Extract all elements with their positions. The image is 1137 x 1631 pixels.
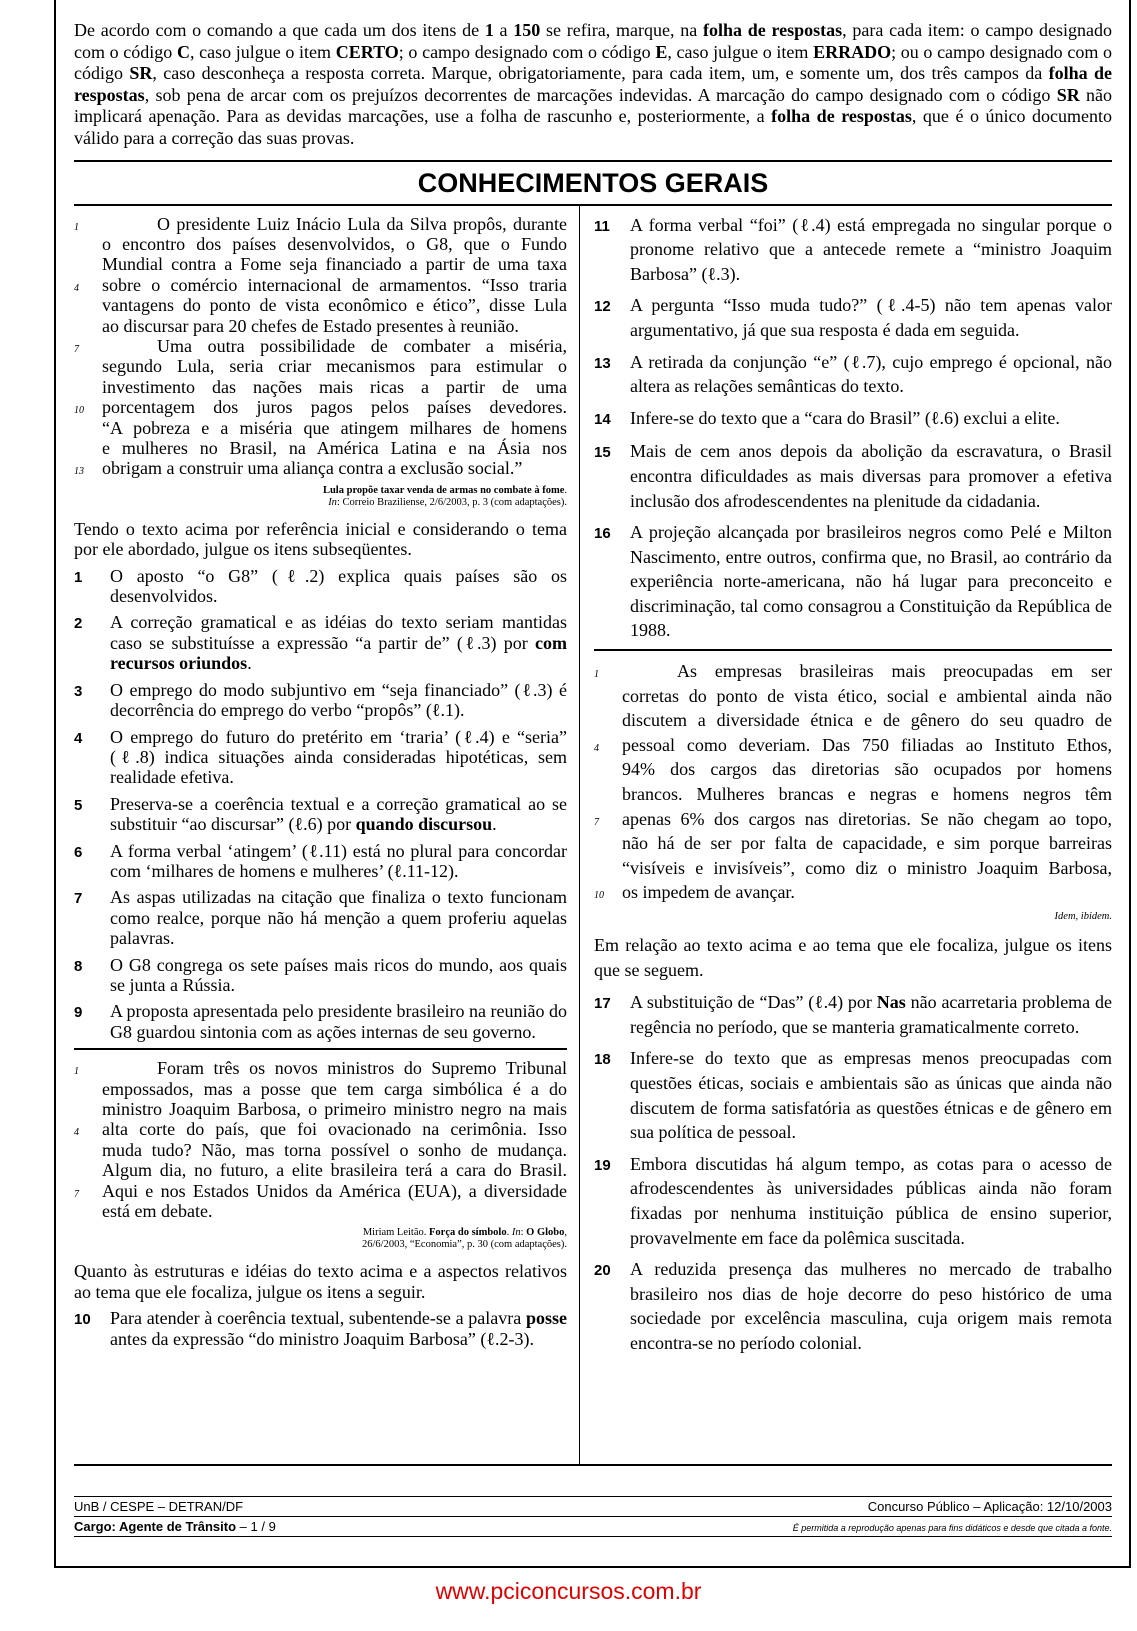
question-item <box>594 1257 1112 1355</box>
text-segment: Preserva-se a coerência textual e a correção gramatical ao se substituir “ao discursar” (ℓ.6) por <box>110 793 567 835</box>
line-number: 10 <box>594 890 604 902</box>
line-text: porcentagem dos juros pagos pelos países devedores. <box>102 397 567 418</box>
text-segment: , caso julgue o item <box>667 41 814 62</box>
bold-text: SR <box>1056 84 1080 105</box>
footer-notice: É permitida a reprodução apenas para fins didáticos e desde que citada a fonte. <box>792 1522 1112 1533</box>
item-number: 8 <box>74 957 83 975</box>
item-number: 1 <box>74 568 83 586</box>
line-number: 4 <box>74 1127 79 1139</box>
website-link[interactable]: www.pciconcursos.com.br <box>435 1578 702 1604</box>
passage-line <box>102 356 567 376</box>
bold-text: folha de respostas <box>74 63 1113 105</box>
bold-text: folha de respostas <box>771 106 912 127</box>
item-text <box>630 990 1112 1039</box>
passage-line <box>102 316 567 336</box>
text-segment: A retirada da conjunção “e” (ℓ.7), cujo emprego é opcional, não altera as relações semânticas do texto. <box>630 351 1112 397</box>
citation-source: Correio Braziliense, 2/6/2003, p. 3 (com adaptações). <box>342 496 567 508</box>
passage-2 <box>74 1058 567 1221</box>
passage-line <box>74 274 567 295</box>
items-1-9 <box>74 566 567 1043</box>
item-number: 7 <box>74 890 83 908</box>
divider <box>594 649 1112 651</box>
item-number: 19 <box>594 1156 611 1174</box>
line-text: ministro Joaquim Barbosa, o primeiro ministro negro na mais <box>102 1099 567 1119</box>
citation-author: Miriam Leitão. <box>362 1227 427 1239</box>
line-text: “A pobreza e a miséria que atingem milhares de homens <box>102 417 567 438</box>
passage-line <box>74 1058 567 1079</box>
passage-line <box>102 234 567 254</box>
item-text <box>110 955 567 996</box>
text-segment: não implicará apenação. Para as devidas marcações, use a folha de rascunho e, posteriormente, a <box>74 84 1112 127</box>
question-item <box>594 293 1112 342</box>
line-number: 13 <box>74 466 84 478</box>
question-item <box>594 520 1112 643</box>
passage-line <box>102 377 567 397</box>
line-text: O presidente Luiz Inácio Lula da Silva propôs, durante <box>157 213 567 234</box>
question-item <box>74 1001 567 1042</box>
text-segment: Infere-se do texto que as empresas menos preocupadas com questões éticas, sociais e ambientais são as únicas que ainda não discutem de forma satisfatória as questões étnicas e de gênero em sua política de pessoal. <box>630 1048 1112 1143</box>
line-text: Uma outra possibilidade de combater a miséria, <box>157 336 567 356</box>
passage-line <box>102 254 567 274</box>
item-number: 13 <box>594 354 611 372</box>
text-segment: . <box>247 653 252 674</box>
passage-3 <box>594 659 1112 905</box>
item-text <box>110 1001 567 1042</box>
item-text <box>630 293 1112 342</box>
text-segment: As aspas utilizadas na citação que finaliza o texto funcionam como realce, porque não há menção a quem proferiu aquelas palavras. <box>110 887 567 949</box>
bold-text: E <box>655 41 668 62</box>
line-text: Mundial contra a Fome seja financiado a partir de uma taxa <box>102 254 567 275</box>
item-number: 3 <box>74 682 83 700</box>
item-number: 16 <box>594 525 611 543</box>
line-text: “visíveis e invisíveis”, como diz o ministro Joaquim Barbosa, <box>622 857 1112 878</box>
question-item <box>74 566 567 607</box>
bold-text: quando discursou <box>355 814 493 835</box>
item-text <box>630 1152 1112 1250</box>
text-segment: não acarretaria problema de regência no período, que se manteria gramaticalmente correto. <box>630 992 1112 1037</box>
text-segment: O G8 congrega os sete países mais ricos do mundo, aos quais se junta a Rússia. <box>110 954 567 995</box>
text-segment: A proposta apresentada pelo presidente brasileiro na reunião do G8 guardou sintonia com as ações internas de seu governo. <box>110 1001 567 1042</box>
line-text: segundo Lula, seria criar mecanismos para estimular o <box>102 356 567 377</box>
text-segment: A substituição de “Das” (ℓ.4) por <box>630 992 877 1013</box>
text-segment: Embora discutidas há algum tempo, as cotas para o acesso de afrodescendentes às universidades públicas ainda não foram fixadas por nenhuma instituição pública de ensino superior, provavelmente em face da polêmica suscitada. <box>630 1153 1112 1248</box>
text-segment: a <box>493 20 514 40</box>
passage-line <box>74 336 567 356</box>
lead-text-2: Quanto às estruturas e idéias do texto acima e a aspectos relativos ao tema que ele focaliza, julgue os itens a seguir. <box>74 1261 567 1302</box>
text-segment: . <box>492 814 497 835</box>
exam-page <box>74 20 1112 1537</box>
question-item <box>74 1308 567 1349</box>
question-item <box>594 990 1112 1039</box>
item-text <box>110 887 567 948</box>
citation-2: Miriam Leitão. Força do símbolo. In: O Globo, 26/6/2003, “Economia”, p. 30 (com adaptações). <box>362 1227 567 1251</box>
passage-line <box>102 418 567 438</box>
line-text: discutem a diversidade étnica e de gênero do seu quadro de <box>622 710 1112 731</box>
line-text: muda tudo? Não, mas torna possível o sonho de mudança. <box>102 1139 567 1160</box>
item-text <box>630 213 1112 287</box>
text-segment: , caso julgue o item <box>189 41 336 62</box>
passage-line <box>102 1079 567 1099</box>
line-text: apenas 6% dos cargos nas diretorias. Se não chegam ao topo, <box>622 808 1112 829</box>
question-item <box>74 955 567 996</box>
line-number: 10 <box>74 405 84 417</box>
line-text: As empresas brasileiras mais preocupadas em ser <box>677 661 1112 682</box>
footer <box>74 1496 1112 1537</box>
item-text <box>630 1257 1112 1355</box>
line-number: 7 <box>74 344 79 355</box>
item-text <box>110 566 567 607</box>
text-segment: Mais de cem anos depois da abolição da escravatura, o Brasil encontra dificuldades as mais diversas para promover a efetiva inclusão dos afrodescendentes na plenitude da cidadania. <box>630 441 1112 511</box>
line-text: está em debate. <box>102 1201 213 1222</box>
line-text: Aqui e nos Estados Unidos da América (EUA), a diversidade <box>102 1180 567 1201</box>
line-text: ao discursar para 20 chefes de Estado presentes à reunião. <box>102 315 519 336</box>
footer-org: UnB / CESPE – DETRAN/DF <box>74 1498 244 1514</box>
item-number: 15 <box>594 444 611 462</box>
item-number: 17 <box>594 995 611 1013</box>
question-item <box>594 439 1112 513</box>
question-item <box>74 794 567 835</box>
divider <box>74 1048 567 1050</box>
item-number: 9 <box>74 1004 83 1022</box>
item-text <box>110 680 567 721</box>
item-text <box>630 520 1112 643</box>
text-segment: A correção gramatical e as idéias do texto seriam mantidas caso se substituísse a expressão “a partir de” (ℓ.3) por <box>110 612 567 653</box>
item-text <box>110 1308 567 1349</box>
passage-line <box>102 1140 567 1160</box>
item-number: 6 <box>74 843 83 861</box>
passage-line <box>102 1160 567 1180</box>
item-text <box>630 350 1112 399</box>
passage-line <box>622 856 1112 881</box>
bold-text: Nas <box>876 992 906 1013</box>
citation-1: Lula propõe taxar venda de armas no combate à fome. In: Correio Braziliense, 2/6/2003, p. 3 (com adaptações). <box>322 484 567 508</box>
instructions <box>74 20 1112 150</box>
item-text <box>110 841 567 882</box>
item-text <box>110 727 567 788</box>
passage-line <box>102 1201 567 1221</box>
question-item <box>74 680 567 721</box>
item-number: 4 <box>74 729 83 747</box>
line-text: os impedem de avançar. <box>622 882 795 903</box>
line-text: sobre o comércio internacional de armamentos. “Isso traria <box>102 274 567 295</box>
citation-in: In <box>328 496 337 508</box>
citation-title: Força do símbolo <box>429 1227 507 1239</box>
passage-line <box>74 1119 567 1140</box>
text-segment: Para atender à coerência textual, subentende-se a palavra <box>110 1308 526 1329</box>
item-number: 12 <box>594 298 611 316</box>
question-item <box>594 350 1112 399</box>
item-text <box>630 439 1112 513</box>
passage-line <box>594 880 1112 905</box>
text-segment: A reduzida presença das mulheres no mercado de trabalho brasileiro nos dias de hoje decorre do peso histórico de uma sociedade por excelência masculina, cuja origem mais remota encontra-se no período colonial. <box>630 1259 1112 1353</box>
passage-line <box>74 458 567 479</box>
bold-text: 1 <box>484 20 494 40</box>
item-number: 20 <box>594 1262 611 1280</box>
text-segment: antes da expressão “do ministro Joaquim Barbosa” (ℓ.2-3). <box>110 1328 535 1349</box>
passage-line <box>622 684 1112 709</box>
line-text: empossados, mas a posse que tem carga simbólica é a do <box>102 1078 567 1099</box>
text-segment: A forma verbal “foi” (ℓ.4) está empregada no singular porque o pronome relativo que a antecede remete a “ministro Joaquim Barbosa” (ℓ.3). <box>630 214 1112 284</box>
citation-3: Idem, ibidem. <box>1054 911 1112 922</box>
item-text <box>110 794 567 835</box>
bold-text: SR <box>129 63 153 84</box>
passage-line <box>594 733 1112 758</box>
line-text: e mulheres no Brasil, na América Latina e na Ásia nos <box>102 438 567 459</box>
text-segment: , sob pena de arcar com os prejuízos decorrentes de marcações indevidas. A marcação do campo designado com o código <box>144 84 1057 105</box>
right-column <box>580 206 1112 1464</box>
text-segment: ; ou o campo designado com o código <box>74 41 1112 84</box>
item-text <box>630 406 1060 433</box>
question-item <box>594 1046 1112 1144</box>
item-number: 11 <box>594 217 610 235</box>
footer-cargo: Cargo: Agente de Trânsito <box>74 1518 237 1534</box>
question-item <box>74 612 567 673</box>
line-number: 1 <box>74 221 79 233</box>
item-number: 2 <box>74 615 83 633</box>
line-text: Foram três os novos ministros do Supremo Tribunal <box>157 1058 567 1079</box>
text-segment: A forma verbal ‘atingem’ (ℓ.11) está no plural para concordar com ‘milhares de homens e mulheres’ (ℓ.11-12). <box>110 840 567 881</box>
passage-line <box>74 213 567 234</box>
text-segment: O emprego do futuro do pretérito em ‘traria’ (ℓ.4) e “seria” (ℓ.8) indica situações ainda consideradas hipotéticas, sem realidade efetiva. <box>110 726 567 788</box>
passage-line <box>622 757 1112 782</box>
items-17-20 <box>594 990 1112 1355</box>
text-segment: se refira, marque, na <box>540 20 703 40</box>
text-segment: , caso desconheça a resposta correta. Marque, obrigatoriamente, para cada item, um, e somente um, dos três campos da <box>152 63 1049 84</box>
page-number: – 1 / 9 <box>236 1518 276 1534</box>
text-segment: , que é o único documento válido para a correção das suas provas. <box>74 106 1112 148</box>
line-text: corretas do ponto de vista ético, social e ambiental ainda não <box>622 685 1112 706</box>
passage-line <box>622 831 1112 856</box>
citation-in: In <box>511 1227 521 1239</box>
bold-text: ERRADO <box>813 41 892 62</box>
lead-text-3: Em relação ao texto acima e ao tema que ele focaliza, julgue os itens que se seguem. <box>594 935 1112 980</box>
citation-rest: 26/6/2003, “Economia”, p. 30 (com adaptações). <box>362 1239 567 1251</box>
bold-text: com recursos oriundos <box>110 632 567 674</box>
passage-line <box>594 807 1112 832</box>
question-item <box>594 213 1112 287</box>
bold-text: CERTO <box>335 41 399 62</box>
bold-text: folha de respostas <box>702 20 843 40</box>
line-number: 4 <box>74 282 79 294</box>
bold-text: 150 <box>513 20 541 40</box>
passage-1 <box>74 214 567 479</box>
line-text: vantagens do ponto de vista econômico e ético”, disse Lula <box>102 295 567 316</box>
section-title: CONHECIMENTOS GERAIS <box>417 167 769 198</box>
divider <box>74 1536 1112 1537</box>
passage-line <box>622 782 1112 807</box>
bold-text: posse <box>525 1308 567 1329</box>
question-item <box>594 406 1112 433</box>
items-11-16 <box>594 213 1112 644</box>
line-text: o encontro dos países desenvolvidos, o G8, que o Fundo <box>102 233 567 254</box>
item-10 <box>74 1308 567 1349</box>
passage-line <box>102 438 567 458</box>
passage-line <box>102 1099 567 1119</box>
item-number: 5 <box>74 796 83 814</box>
lead-text-1: Tendo o texto acima por referência inicial e considerando o tema por ele abordado, julgue os itens subseqüentes. <box>74 518 567 560</box>
item-number: 18 <box>594 1051 611 1069</box>
line-number: 7 <box>74 1188 79 1200</box>
item-number: 14 <box>594 410 611 428</box>
text-segment: A pergunta “Isso muda tudo?” (ℓ.4-5) não tem apenas valor argumentativo, já que sua resposta é dada em seguida. <box>630 295 1112 340</box>
passage-line <box>102 295 567 315</box>
text-segment: Infere-se do texto que a “cara do Brasil” (ℓ.6) exclui a elite. <box>630 407 1060 428</box>
question-item <box>74 887 567 948</box>
columns <box>74 206 1112 1466</box>
left-column <box>74 206 580 1464</box>
passage-line <box>74 1180 567 1201</box>
text-segment: O emprego do modo subjuntivo em “seja financiado” (ℓ.3) é decorrência do emprego do verbo “propôs” (ℓ.1). <box>110 679 567 721</box>
text-segment: , para cada item: o campo designado com o código <box>74 20 1112 62</box>
item-text <box>630 1046 1112 1144</box>
line-text: não há de ser por falta de capacidade, e sim porque barreiras <box>622 833 1112 854</box>
citation-source: O Globo <box>526 1227 565 1239</box>
line-number: 1 <box>594 669 599 681</box>
item-text <box>110 612 567 673</box>
line-text: obrigam a construir uma aliança contra a exclusão social.” <box>102 458 523 479</box>
line-text: investimento das nações mais ricas a partir de uma <box>102 376 567 397</box>
line-number: 1 <box>74 1066 79 1078</box>
text-segment: ; o campo designado com o código <box>398 41 656 62</box>
question-item <box>594 1152 1112 1250</box>
line-text: Algum dia, no futuro, a elite brasileira terá a cara do Brasil. <box>102 1160 567 1181</box>
passage-line <box>622 708 1112 733</box>
text-segment: De acordo com o comando a que cada um dos itens de <box>74 20 485 40</box>
question-item <box>74 841 567 882</box>
line-text: alta corte do país, que foi ovacionado na cerimônia. Isso <box>102 1119 567 1140</box>
line-number: 7 <box>594 816 599 828</box>
text-segment: A projeção alcançada por brasileiros negros como Pelé e Milton Nascimento, entre outros, confirma que, no Brasil, ao contrário da experiência norte-americana, não há lugar para preconceito e discriminação, tal como consagrou a Constituição da República de 1988. <box>630 522 1112 641</box>
item-number: 10 <box>74 1311 91 1329</box>
line-text: brancos. Mulheres brancas e negras e homens negros têm <box>622 784 1112 805</box>
passage-line <box>594 659 1112 684</box>
line-number: 4 <box>594 742 599 754</box>
passage-line <box>74 397 567 418</box>
question-item <box>74 727 567 788</box>
line-text: pessoal como deveriam. Das 750 filiadas ao Instituto Ethos, <box>622 734 1112 755</box>
footer-exam: Concurso Público – Aplicação: 12/10/2003 <box>867 1498 1112 1514</box>
text-segment: O aposto “o G8” (ℓ.2) explica quais países são os desenvolvidos. <box>110 565 567 607</box>
citation-title: Lula propõe taxar venda de armas no combate à fome <box>322 484 565 496</box>
line-text: 94% dos cargos das diretorias são ocupados por homens <box>622 759 1112 780</box>
bold-text: C <box>176 41 190 62</box>
